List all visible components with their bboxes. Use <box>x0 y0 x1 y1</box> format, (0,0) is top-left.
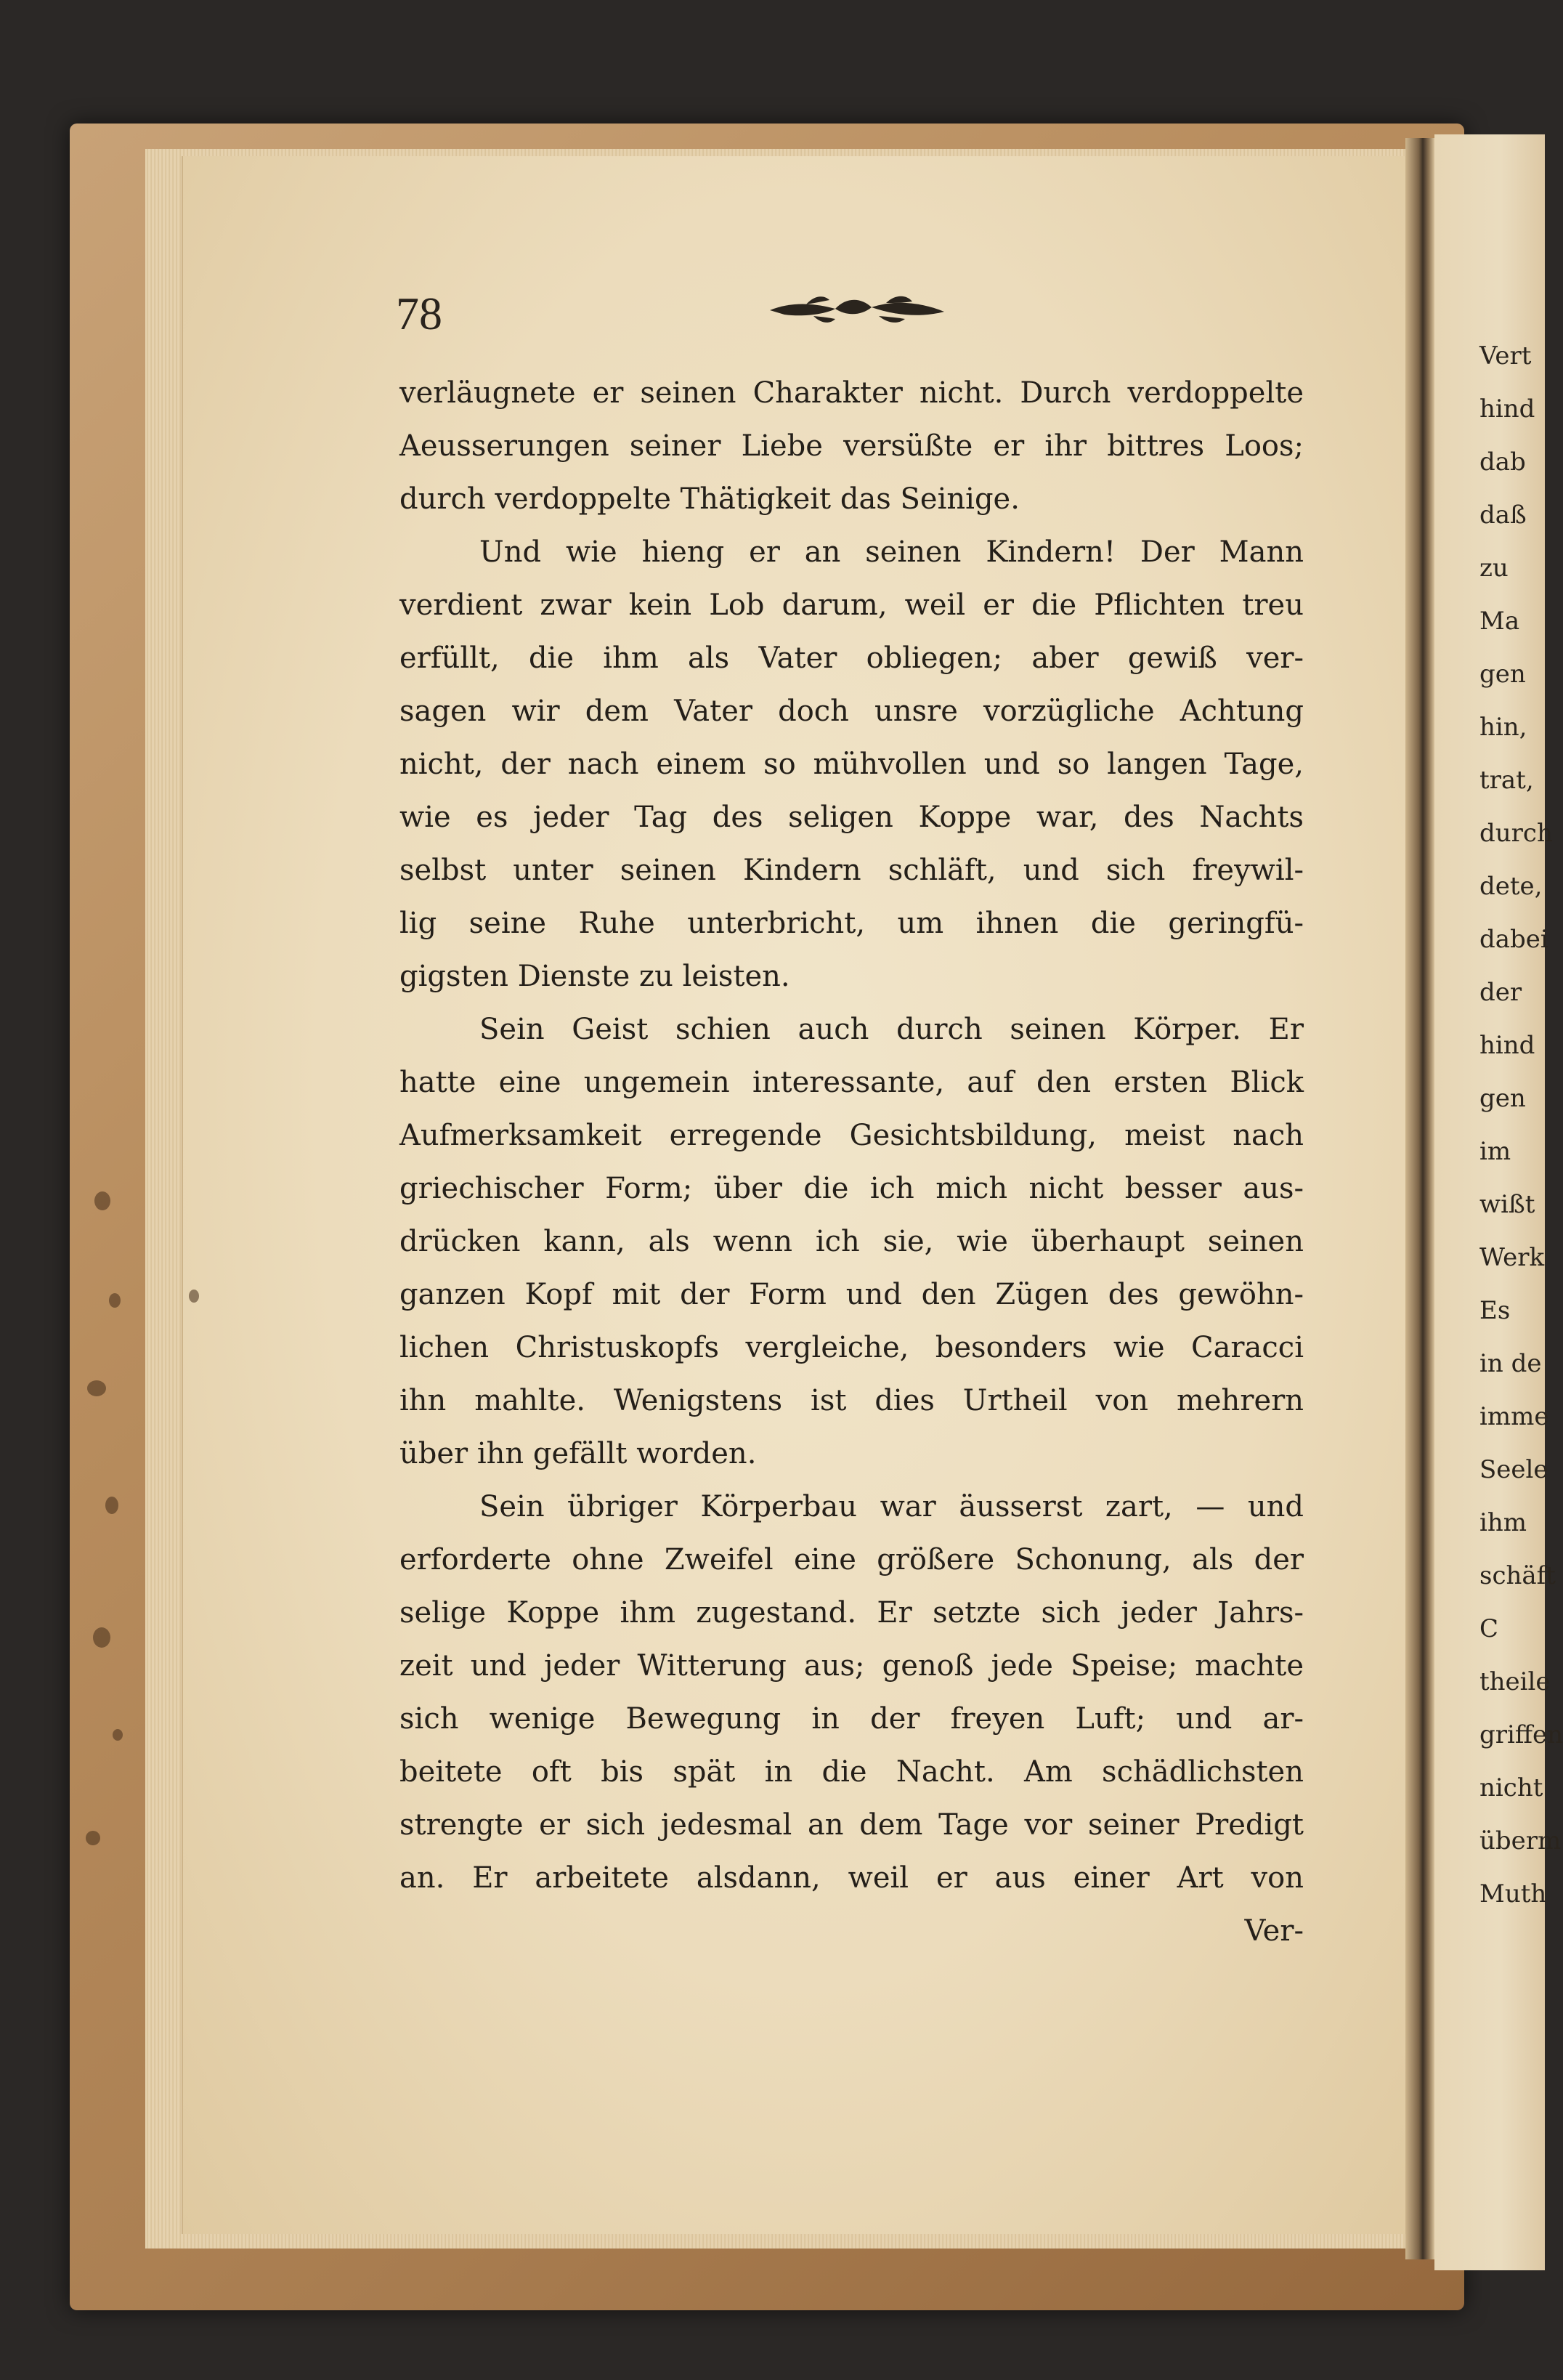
facing-page-fragment: hin, <box>1479 713 1527 742</box>
facing-page-fragment: der <box>1479 978 1522 1007</box>
text-line: wie es jeder Tag des seligen Koppe war, des Nachts <box>399 801 1304 834</box>
facing-page-fragment: Vert <box>1479 341 1532 371</box>
text-line: Sein Geist schien auch durch seinen Körper. Er <box>479 1013 1304 1046</box>
foxing-spot <box>94 1191 110 1210</box>
text-line: verläugnete er seinen Charakter nicht. Durch verdoppelte <box>399 376 1304 410</box>
foxing-spot <box>86 1831 100 1845</box>
facing-page-fragment: dabei <box>1479 925 1548 954</box>
text-line: sagen wir dem Vater doch unsre vorzügliche Achtung <box>399 695 1304 728</box>
text-line: Aeusserungen seiner Liebe versüßte er ihr bittres Loos; <box>399 429 1304 463</box>
text-line: erforderte ohne Zweifel eine größere Schonung, als der <box>399 1543 1304 1576</box>
facing-page-fragment: Werk <box>1479 1243 1545 1272</box>
text-line: Aufmerksamkeit erregende Gesichtsbildung, meist nach <box>399 1119 1304 1152</box>
foxing-spot <box>93 1627 110 1648</box>
facing-page-fragment: ihm <box>1479 1508 1527 1537</box>
facing-page-fragment: schäft <box>1479 1561 1556 1590</box>
facing-page-fragment: dete, <box>1479 872 1543 901</box>
foxing-spot <box>113 1729 123 1741</box>
text-line: hatte eine ungemein interessante, auf den ersten Blick <box>399 1066 1304 1099</box>
text-line: selbst unter seinen Kindern schläft, und sich freywil- <box>399 854 1304 887</box>
facing-page-fragment: Es <box>1479 1296 1511 1325</box>
catchword: Ver- <box>1244 1914 1304 1948</box>
facing-page-fragment: wißt <box>1479 1190 1535 1219</box>
text-line: lig seine Ruhe unterbricht, um ihnen die geringfü- <box>399 907 1304 940</box>
facing-page-fragment: gen <box>1479 660 1526 689</box>
facing-page-fragment: gen <box>1479 1084 1526 1113</box>
facing-page-fragment: hind <box>1479 1031 1535 1060</box>
text-line: durch verdoppelte Thätigkeit das Seinige. <box>399 482 1020 516</box>
text-line: gigsten Dienste zu leisten. <box>399 960 790 993</box>
facing-page-fragment: theile <box>1479 1667 1551 1696</box>
foxing-spot <box>109 1293 121 1308</box>
body-text <box>399 367 1304 1958</box>
text-line: erfüllt, die ihm als Vater obliegen; aber gewiß ver- <box>399 641 1304 675</box>
foxing-spot <box>189 1290 199 1303</box>
text-line: Sein übriger Körperbau war äusserst zart, — und <box>479 1490 1304 1523</box>
facing-page-fragment: im <box>1479 1137 1511 1166</box>
text-line: drücken kann, als wenn ich sie, wie überhaupt seinen <box>399 1225 1304 1258</box>
facing-page-fragment: daß <box>1479 501 1527 530</box>
facing-page-fragment: Muth <box>1479 1879 1547 1909</box>
page-number: 78 <box>396 288 442 339</box>
facing-page-fragment: griffen <box>1479 1720 1563 1749</box>
facing-page-fragment: in de <box>1479 1349 1542 1378</box>
facing-page-fragment: durch <box>1479 819 1553 848</box>
facing-page-fragment: zu <box>1479 554 1509 583</box>
facing-page-fragment: Ma <box>1479 607 1520 636</box>
facing-page <box>1434 134 1563 2270</box>
text-line: nicht, der nach einem so mühvollen und so langen Tage, <box>399 748 1304 781</box>
foxing-spot <box>105 1497 118 1514</box>
text-line: ihn mahlte. Wenigstens ist dies Urtheil von mehrern <box>399 1384 1304 1417</box>
text-line: griechischer Form; über die ich mich nicht besser aus- <box>399 1172 1304 1205</box>
text-line: ganzen Kopf mit der Form und den Zügen des gewöhn- <box>399 1278 1304 1311</box>
foxing-spot <box>87 1380 106 1396</box>
facing-page-fragment: C <box>1479 1614 1499 1643</box>
text-line: sich wenige Bewegung in der freyen Luft; und ar- <box>399 1702 1304 1736</box>
book-gutter <box>1405 138 1434 2259</box>
facing-page-fragment: Seele <box>1479 1455 1548 1484</box>
text-line: beitete oft bis spät in die Nacht. Am schädlichsten <box>399 1755 1304 1789</box>
facing-page-fragment: imme <box>1479 1402 1549 1431</box>
text-line: verdient zwar kein Lob darum, weil er die Pflichten treu <box>399 588 1304 622</box>
facing-page-fragment: nicht <box>1479 1773 1543 1802</box>
text-line: lichen Christuskopfs vergleiche, besonders wie Caracci <box>399 1331 1304 1364</box>
text-line: Und wie hieng er an seinen Kindern! Der Mann <box>479 535 1304 569</box>
text-line: zeit und jeder Witterung aus; genoß jede Speise; machte <box>399 1649 1304 1683</box>
text-line: über ihn gefällt worden. <box>399 1437 757 1470</box>
text-line: an. Er arbeitete alsdann, weil er aus einer Art von <box>399 1861 1304 1895</box>
facing-page-fragment: überm <box>1479 1826 1562 1855</box>
fleuron-ornament-icon <box>763 287 951 331</box>
text-line: strengte er sich jedesmal an dem Tage vor seiner Predigt <box>399 1808 1304 1842</box>
text-line: selige Koppe ihm zugestand. Er setzte sich jeder Jahrs- <box>399 1596 1304 1630</box>
facing-page-fragment: dab <box>1479 448 1526 477</box>
facing-page-fragment: hind <box>1479 394 1535 424</box>
facing-page-fragment: trat, <box>1479 766 1534 795</box>
